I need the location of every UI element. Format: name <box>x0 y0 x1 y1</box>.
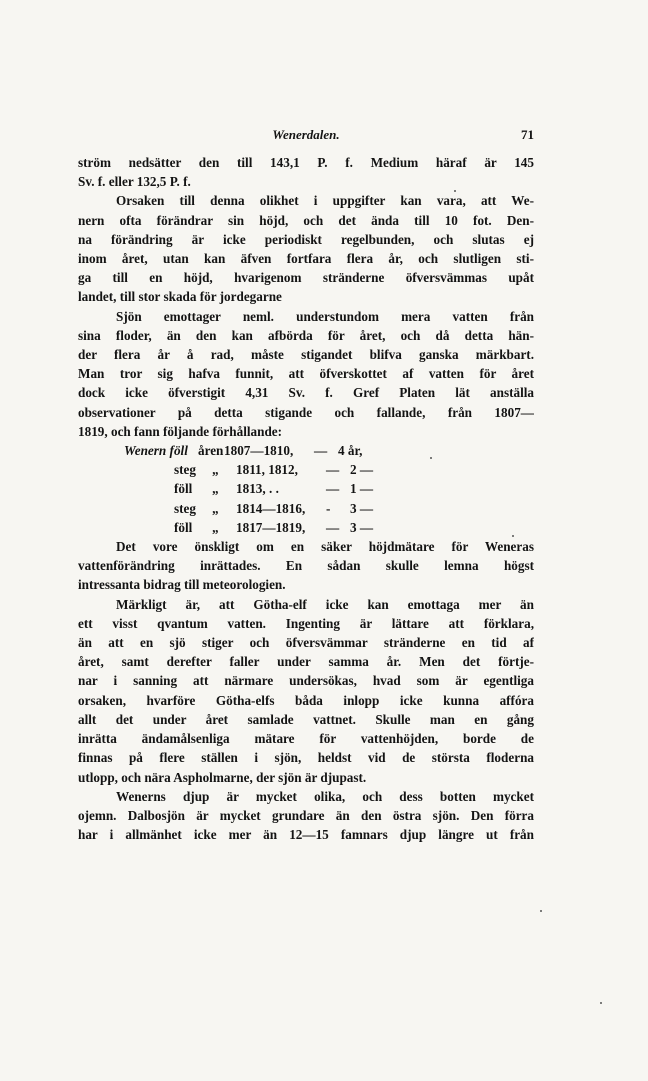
text-line: ojemn. Dalbosjön är mycket grundare än den östra sjön. Den förra <box>78 807 534 823</box>
row-value: 3 — <box>350 500 374 516</box>
table-row <box>124 518 534 537</box>
body-text-bottom <box>78 537 534 844</box>
row-years: 1817—1819, <box>236 519 306 535</box>
text-line: än att en sjö stiger och öfversvämmar stränderne en tid af <box>78 635 534 651</box>
text-line: ett visst qvantum vatten. Ingenting är lättare att förklara, <box>78 615 534 631</box>
text-line: finnas på flere ställen i sjön, heldst vid de största floderna <box>78 750 534 766</box>
row-dash: — <box>326 519 340 535</box>
page-number: 71 <box>521 127 534 142</box>
row-mark: „ <box>212 500 219 516</box>
table-row <box>124 460 534 479</box>
row-label-text: Wenern föll <box>124 443 188 459</box>
text-line: inom året, utan kan äfven fortfara flera år, och slutligen sti- <box>78 251 534 267</box>
row-label <box>124 441 198 460</box>
row-value: 3 — <box>350 519 374 535</box>
text-line: Märkligt är, att Götha-elf icke kan emottaga mer än <box>116 596 534 612</box>
text-line: sina floder, än den kan afbörda för året, och då detta hän- <box>78 327 534 343</box>
row-dash: — <box>314 443 328 459</box>
text-line: nern ofta förändrar sin höjd, och det ända till 10 fot. Den- <box>78 212 534 228</box>
page <box>78 125 534 844</box>
row-label: steg <box>174 500 196 516</box>
row-years: 1811, 1812, <box>236 462 298 478</box>
row-value: 1 — <box>350 481 374 497</box>
text-line: orsaken, hvarföre Götha-elfs båda inlopp icke kunna affóra <box>78 692 534 708</box>
row-years: 1807—1810, <box>224 443 294 459</box>
row-mark: åren <box>198 443 224 459</box>
body-text-top <box>78 153 534 441</box>
text-line: Man tror sig hafva funnit, att öfverskottet af vatten för året <box>78 366 534 382</box>
text-line: Sjön emottager neml. understundom mera vatten från <box>116 308 534 324</box>
text-line: året, samt derefter faller under samma år. Men det förtje- <box>78 654 534 670</box>
paper-speck <box>454 190 456 192</box>
text-line: observationer på detta stigande och fallande, från 1807— <box>78 404 534 420</box>
row-label: föll <box>174 481 193 497</box>
text-line: vattenförändring inrättades. En sådan skulle lemna högst <box>78 558 534 574</box>
text-line: Wenerns djup är mycket olika, och dess botten mycket <box>116 788 534 804</box>
text-line: nar i sanning att närmare undersökas, hvad som är egentliga <box>78 673 534 689</box>
table-row <box>124 441 534 460</box>
row-dash: — <box>326 462 340 478</box>
row-years: 1814—1816, <box>236 500 306 516</box>
running-header <box>78 125 534 153</box>
paper-speck <box>512 535 514 537</box>
row-label: föll <box>174 519 193 535</box>
paper-speck <box>540 910 542 912</box>
row-mark: „ <box>212 462 219 478</box>
text-line: utlopp, och nära Aspholmarne, der sjön är djupast. <box>78 769 367 785</box>
text-line: Det vore önskligt om en säker höjdmätare för Weneras <box>116 539 534 555</box>
row-label: steg <box>174 462 196 478</box>
water-level-table <box>124 441 534 537</box>
text-line: inrätta ändamålsenliga mätare för vattenhöjden, borde de <box>78 731 534 747</box>
text-line: ga till en höjd, hvarigenom stränderne öfversvämmas upåt <box>78 270 534 286</box>
row-years: 1813, . . <box>236 481 279 497</box>
row-mark: „ <box>212 519 219 535</box>
text-line: allt det under året samlade vattnet. Skulle man en gång <box>78 711 534 727</box>
paper-speck <box>600 1002 602 1004</box>
text-line: Orsaken till denna olikhet i uppgifter kan vara, att We- <box>116 193 534 209</box>
row-dash: — <box>326 481 340 497</box>
text-line: dock icke öfverstigit 4,31 Sv. f. Gref Platen lät anställa <box>78 385 534 401</box>
table-row <box>124 479 534 498</box>
text-line: ström nedsätter den till 143,1 P. f. Medium häraf är 145 <box>78 155 534 170</box>
row-value: 2 — <box>350 462 374 478</box>
row-dash: - <box>326 500 331 516</box>
text-line: der flera år å rad, måste stigandet blifva ganska märkbart. <box>78 347 534 363</box>
row-value: 4 år, <box>338 443 363 459</box>
paper-speck <box>430 457 432 459</box>
text-line: Sv. f. eller 132,5 P. f. <box>78 174 191 190</box>
running-title: Wenerdalen. <box>272 127 340 142</box>
text-line: 1819, och fann följande förhållande: <box>78 423 283 439</box>
text-line: intressanta bidrag till meteorologien. <box>78 577 286 593</box>
table-row <box>124 499 534 518</box>
text-line: har i allmänhet icke mer än 12—15 famnars djup längre ut från <box>78 827 534 843</box>
row-mark: „ <box>212 481 219 497</box>
text-line: landet, till stor skada för jordegarne <box>78 289 282 305</box>
text-line: na förändring är icke periodiskt regelbunden, och slutas ej <box>78 231 534 247</box>
